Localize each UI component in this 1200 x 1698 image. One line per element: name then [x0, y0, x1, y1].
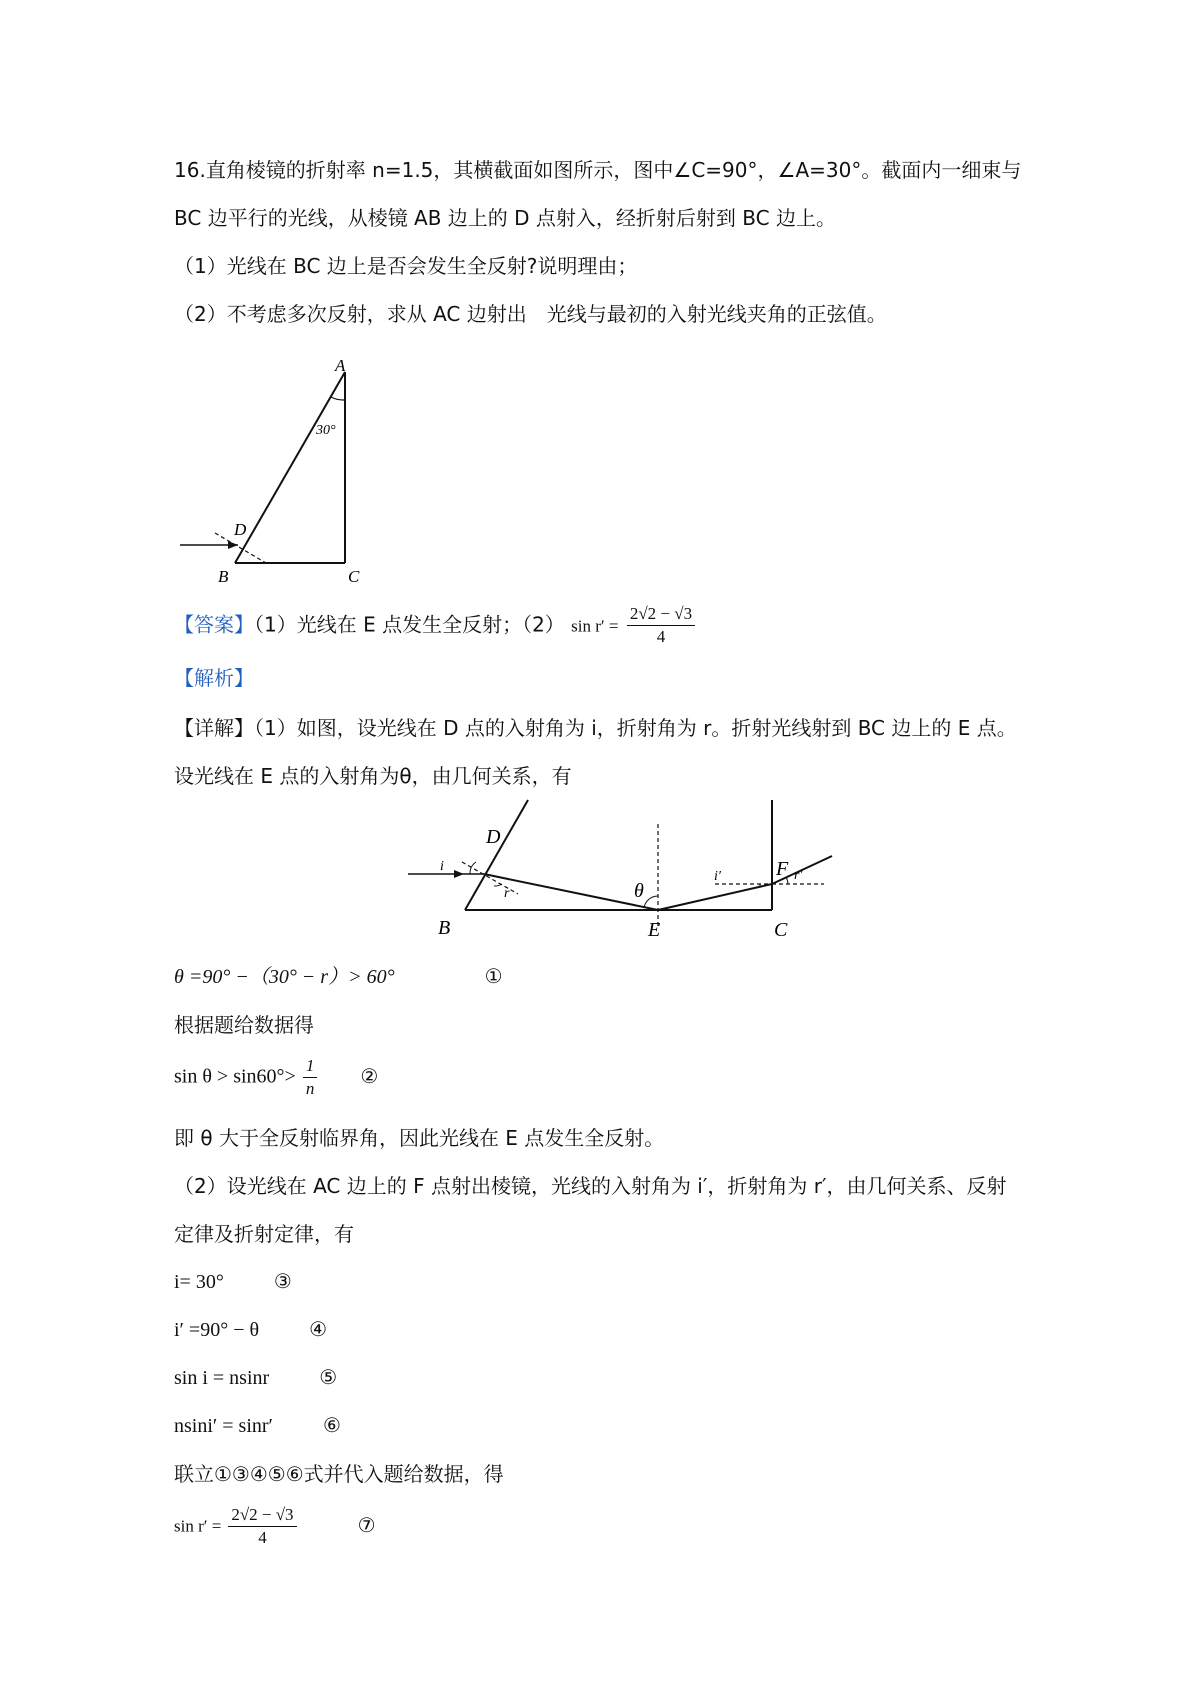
equation-6-text: nsini′ = sinr′: [174, 1415, 273, 1437]
equation-7-denominator: 4: [258, 1528, 267, 1547]
step-text-1: 根据题给数据得: [174, 1013, 314, 1037]
equation-4: [174, 1316, 327, 1344]
reflected-ray: [658, 884, 772, 910]
problem-line-2: BC 边平行的光线，从棱镜 AB 边上的 D 点射入，经折射后射到 BC 边上。: [174, 206, 836, 230]
equation-6: [174, 1412, 341, 1440]
problem-number: 16.: [174, 158, 206, 182]
equation-1: [174, 963, 503, 991]
label-theta: θ: [634, 880, 644, 902]
label-b: B: [438, 917, 451, 939]
equation-3-mark: ③: [273, 1271, 292, 1293]
light-path-figure: [400, 796, 850, 946]
angle-arc-a: [331, 397, 345, 400]
arrow-icon: [454, 870, 464, 878]
answer-part-1: （1）光线在 E 点发生全反射；（2）: [254, 612, 565, 637]
detail-line-2: 设光线在 E 点的入射角为θ，由几何关系，有: [174, 764, 572, 788]
answer-numerator: 2√2 − √3: [627, 604, 695, 626]
analysis-tag: 【解析】: [174, 666, 254, 690]
side-ab: [465, 800, 528, 910]
label-f: F: [776, 858, 789, 880]
answer-formula-left: sin r′ =: [571, 616, 619, 636]
label-c: C: [774, 919, 788, 941]
equation-5-text: sin i = nsinr: [174, 1367, 270, 1389]
label-angle-30: 30°: [316, 423, 336, 438]
equation-5-mark: ⑤: [319, 1367, 338, 1389]
equation-3: [174, 1268, 292, 1296]
answer-denominator: 4: [656, 627, 666, 646]
equation-1-mark: ①: [484, 966, 503, 988]
label-c: C: [348, 567, 360, 586]
detail-tag: 【详解】: [174, 716, 254, 740]
answer-line: [174, 604, 697, 648]
label-i: i: [440, 859, 444, 874]
detail-text-1: （1）如图，设光线在 D 点的入射角为 i，折射角为 r。折射光线射到 BC 边上的 E 点。: [254, 716, 1017, 740]
equation-2: [174, 1056, 378, 1100]
equation-2-left: sin θ > sin60°>: [174, 1065, 296, 1088]
label-d: D: [234, 520, 247, 539]
equation-2-denominator: n: [305, 1079, 315, 1098]
side-ab: [235, 372, 345, 563]
label-d: D: [486, 826, 501, 848]
equation-2-fraction: [303, 1056, 318, 1100]
answer-fraction: [627, 604, 695, 648]
detail-line-1: [174, 714, 1017, 742]
equation-7-fraction: [228, 1505, 296, 1549]
equation-4-text: i′ =90° − θ: [174, 1319, 260, 1341]
equation-4-mark: ④: [309, 1319, 328, 1341]
problem-line-1: [174, 156, 1021, 184]
angle-arc-r: [494, 884, 502, 886]
equation-7-numerator: 2√2 − √3: [228, 1505, 296, 1527]
equation-1-text: θ =90° −（30° − r）> 60°: [174, 966, 395, 988]
question-2: （2）不考虑多次反射，求从 AC 边射出 光线与最初的入射光线夹角的正弦值。: [174, 302, 887, 326]
equation-7: [174, 1505, 376, 1549]
equation-3-text: i= 30°: [174, 1271, 224, 1293]
label-a: A: [335, 360, 346, 375]
equation-7-left: sin r′ =: [174, 1516, 222, 1536]
equation-2-numerator: 1: [303, 1056, 318, 1078]
answer-tag: 【答案】: [174, 612, 254, 637]
equation-5: [174, 1364, 337, 1392]
problem-text-1: 直角棱镜的折射率 n=1.5，其横截面如图所示，图中∠C=90°，∠A=30°。截面内一细束与: [205, 158, 1022, 182]
part-2-line-1: （2）设光线在 AC 边上的 F 点射出棱镜，光线的入射角为 i′，折射角为 r′，由几何关系、反射: [174, 1174, 1007, 1198]
equation-2-mark: ②: [360, 1065, 379, 1088]
label-r-prime: r′: [794, 868, 803, 883]
angle-arc-i: [470, 862, 476, 874]
label-b: B: [218, 567, 229, 586]
label-r: r: [504, 886, 510, 901]
label-i-prime: i′: [714, 869, 721, 884]
refracted-ray: [484, 874, 658, 910]
part-2-line-2: 定律及折射定律，有: [174, 1222, 354, 1246]
question-1: （1）光线在 BC 边上是否会发生全反射?说明理由；: [174, 254, 638, 278]
equation-6-mark: ⑥: [322, 1415, 341, 1437]
prism-figure: [180, 360, 380, 590]
step-text-2: 即 θ 大于全反射临界角，因此光线在 E 点发生全反射。: [174, 1126, 665, 1150]
label-e: E: [648, 919, 661, 941]
step-text-3: 联立①③④⑤⑥式并代入题给数据，得: [174, 1462, 504, 1486]
angle-arc-theta: [644, 896, 658, 908]
equation-7-mark: ⑦: [357, 1514, 376, 1537]
